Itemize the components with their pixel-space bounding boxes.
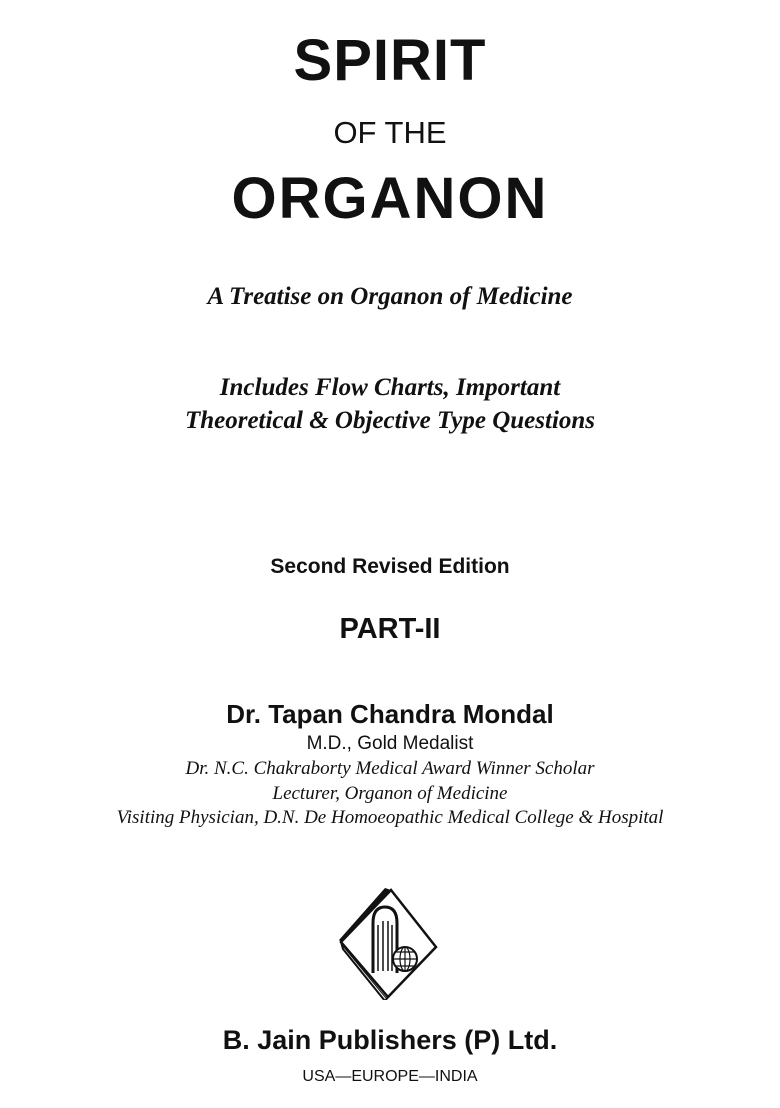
publisher-name: B. Jain Publishers (P) Ltd.	[222, 1025, 558, 1055]
author-credential: Visiting Physician, D.N. De Homoeopathic Medical College & Hospital	[116, 807, 664, 828]
author-credential: Dr. N.C. Chakraborty Medical Award Winner Scholar	[185, 758, 595, 779]
includes-line-2: Theoretical & Objective Type Questions	[184, 407, 596, 434]
edition: Second Revised Edition	[270, 555, 510, 578]
subtitle: A Treatise on Organon of Medicine	[207, 283, 573, 310]
publisher-logo	[333, 885, 438, 1000]
publisher-locations: USA—EUROPE—INDIA	[302, 1068, 478, 1085]
author-credential: M.D., Gold Medalist	[306, 733, 474, 754]
includes-line-1: Includes Flow Charts, Important	[219, 374, 561, 401]
title-organon: ORGANON	[231, 166, 549, 231]
author-name: Dr. Tapan Chandra Mondal	[226, 699, 554, 729]
author-credential: Lecturer, Organon of Medicine	[272, 783, 508, 804]
title-spirit: SPIRIT	[293, 28, 487, 93]
title-of-the: OF THE	[333, 115, 447, 150]
part: PART-II	[339, 613, 441, 645]
